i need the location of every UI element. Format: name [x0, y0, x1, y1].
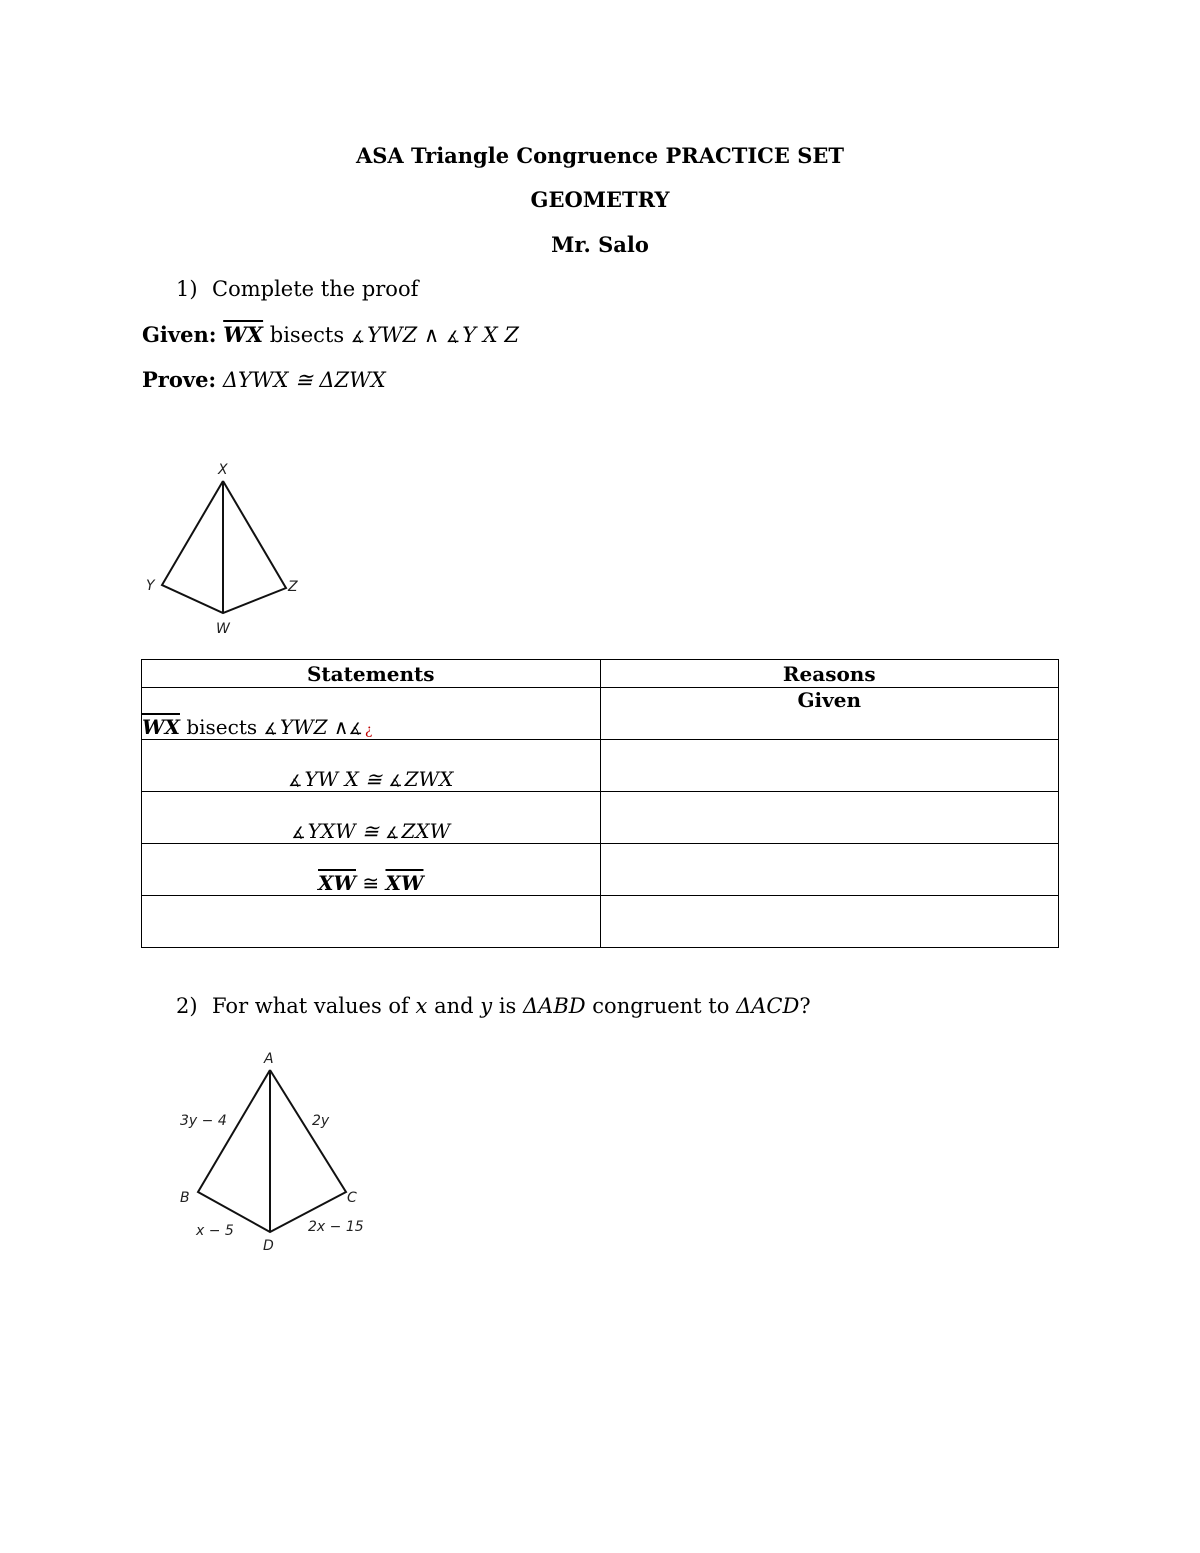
side-label-bd: x − 5	[196, 1223, 234, 1239]
statement-2-right: ZWX	[404, 767, 454, 791]
figure-kite-xywz	[140, 455, 320, 640]
congruent-symbol: ≅	[362, 871, 380, 895]
figure-label-w: W	[216, 621, 230, 637]
statement-cell-5[interactable]	[142, 896, 601, 948]
angle-icon: ∡	[388, 771, 403, 790]
statement-cell-1	[142, 688, 601, 740]
question-1-text: Complete the proof	[212, 277, 419, 301]
angle-icon: ∡	[348, 719, 363, 738]
prove-statement: ΔYWX ≅ ΔZWX	[222, 368, 386, 392]
reasons-header: Reasons	[600, 660, 1059, 688]
figure-label-d: D	[263, 1238, 274, 1254]
figure-label-c: C	[347, 1190, 357, 1206]
statement-4-segment-b: $\overline{XW}$	[385, 871, 424, 895]
figure-kite-abcd	[170, 1042, 390, 1262]
statement-1-segment: $\overline{WX}$	[142, 715, 180, 739]
question-2-text-1: For what values of	[212, 994, 409, 1018]
given-segment: $\overline{WX}$	[223, 322, 264, 347]
given-text: bisects	[269, 323, 345, 347]
angle-icon: ∡	[288, 771, 303, 790]
reason-cell-4[interactable]	[600, 844, 1059, 896]
statement-cell-3	[142, 792, 601, 844]
question-2-triangle-1: ΔABD	[523, 994, 586, 1018]
angle-icon: ∡	[350, 327, 366, 346]
figure-label-y: Y	[146, 578, 155, 594]
given-angle-1: YWZ ∧	[367, 323, 440, 347]
worksheet-title: ASA Triangle Congruence PRACTICE SET	[355, 143, 845, 168]
question-1	[176, 277, 418, 301]
statement-3-right: ZXW	[401, 819, 451, 843]
reason-cell-3[interactable]	[600, 792, 1059, 844]
statement-cell-4	[142, 844, 601, 896]
question-2-text-3: is	[498, 994, 517, 1018]
statement-2-left: YW X ≅	[304, 767, 382, 791]
proof-table-header	[142, 660, 1059, 688]
statement-3-left: YXW ≅	[307, 819, 379, 843]
prove-line	[142, 367, 386, 392]
worksheet-subject: GEOMETRY	[530, 187, 670, 212]
table-row	[142, 844, 1059, 896]
question-2	[176, 994, 811, 1018]
figure-label-z: Z	[288, 579, 298, 595]
question-2-var-y: y	[480, 994, 493, 1018]
figure-label-a: A	[264, 1051, 274, 1067]
angle-icon: ∡	[385, 823, 400, 842]
angle-icon: ∡	[445, 327, 461, 346]
question-2-var-x: x	[415, 994, 428, 1018]
question-2-text-2: and	[434, 994, 474, 1018]
figure-label-x: X	[218, 462, 228, 478]
table-row	[142, 792, 1059, 844]
question-2-number: 2)	[176, 994, 198, 1018]
angle-icon: ∡	[263, 719, 278, 738]
reason-cell-5[interactable]	[600, 896, 1059, 948]
question-1-number: 1)	[176, 277, 198, 301]
teacher-name: Mr. Salo	[551, 232, 649, 257]
statement-cell-2	[142, 740, 601, 792]
question-2-text-5: ?	[799, 994, 811, 1018]
given-label: Given:	[142, 322, 217, 347]
reason-cell-2[interactable]	[600, 740, 1059, 792]
given-angle-2: Y X Z	[462, 323, 520, 347]
side-label-dc: 2x − 15	[308, 1219, 364, 1235]
question-2-triangle-2: ΔACD	[736, 994, 800, 1018]
table-row	[142, 896, 1059, 948]
proof-table	[141, 659, 1059, 948]
question-2-text-4: congruent to	[592, 994, 730, 1018]
table-row	[142, 688, 1059, 740]
side-label-ac: 2y	[312, 1113, 330, 1129]
table-row	[142, 740, 1059, 792]
statement-1-placeholder: ¿	[364, 722, 373, 738]
statement-1-angle: YWZ ∧	[279, 715, 349, 739]
prove-label: Prove:	[142, 367, 217, 392]
side-label-ab: 3y − 4	[180, 1113, 227, 1129]
statements-header: Statements	[142, 660, 601, 688]
figure-label-b: B	[180, 1190, 190, 1206]
statement-1-text: bisects	[186, 715, 258, 739]
given-line	[142, 322, 519, 347]
reason-cell-1: Given	[600, 688, 1059, 740]
angle-icon: ∡	[291, 823, 306, 842]
statement-4-segment-a: $\overline{XW}$	[318, 871, 356, 895]
